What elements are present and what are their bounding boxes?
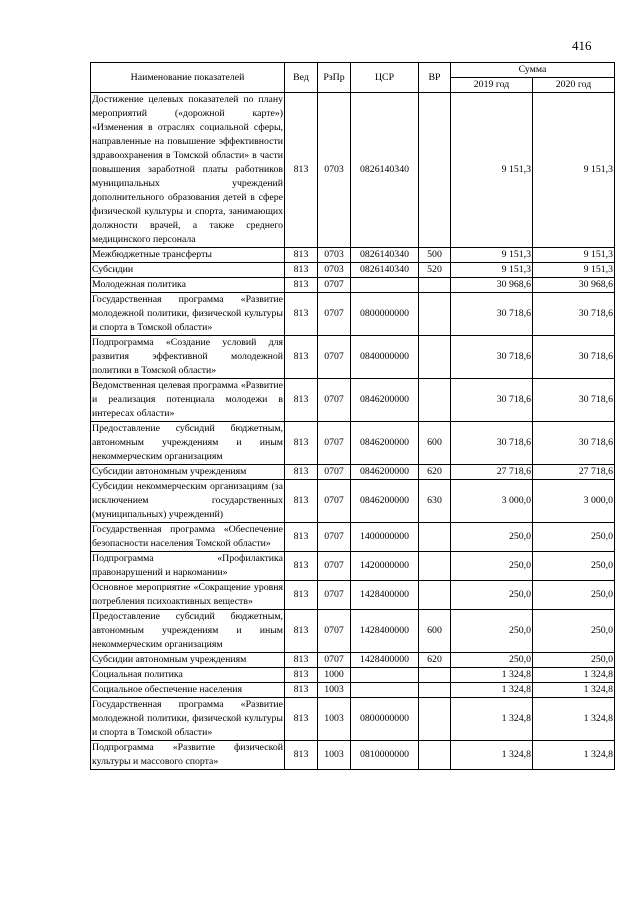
cell-csr: 0846200000 [351, 379, 419, 422]
cell-2019: 3 000,0 [451, 480, 533, 523]
cell-name: Субсидии автономным учреждениям [91, 653, 285, 668]
col-header-name: Наименование показателей [91, 63, 285, 93]
cell-name: Подпрограмма «Развитие физической культуры и массового спорта» [91, 741, 285, 770]
cell-csr: 0826140340 [351, 93, 419, 248]
cell-csr: 1420000000 [351, 552, 419, 581]
cell-ved: 813 [285, 336, 318, 379]
cell-vr [419, 698, 451, 741]
table-row [91, 683, 615, 698]
cell-ved: 813 [285, 379, 318, 422]
cell-ved: 813 [285, 653, 318, 668]
cell-2019: 30 718,6 [451, 293, 533, 336]
cell-ved: 813 [285, 278, 318, 293]
cell-vr: 630 [419, 480, 451, 523]
table-row [91, 668, 615, 683]
cell-2019: 250,0 [451, 523, 533, 552]
cell-2019: 30 718,6 [451, 379, 533, 422]
cell-csr: 0846200000 [351, 480, 419, 523]
budget-table [90, 62, 615, 770]
table-row [91, 293, 615, 336]
cell-rzpr: 0707 [318, 480, 351, 523]
cell-2020: 30 718,6 [533, 422, 615, 465]
cell-2020: 250,0 [533, 523, 615, 552]
cell-name: Социальная политика [91, 668, 285, 683]
table-row [91, 248, 615, 263]
cell-rzpr: 0707 [318, 278, 351, 293]
cell-vr: 600 [419, 422, 451, 465]
cell-name: Предоставление субсидий бюджетным, автономным учреждениям и иным некоммерческим организациям [91, 422, 285, 465]
cell-name: Межбюджетные трансферты [91, 248, 285, 263]
cell-2019: 30 968,6 [451, 278, 533, 293]
cell-csr: 0846200000 [351, 465, 419, 480]
cell-rzpr: 0703 [318, 93, 351, 248]
cell-csr: 1428400000 [351, 581, 419, 610]
table-row [91, 465, 615, 480]
cell-name: Субсидии некоммерческим организациям (за исключением государственных (муниципальных) учреждений) [91, 480, 285, 523]
cell-2020: 250,0 [533, 653, 615, 668]
col-header-csr: ЦСР [351, 63, 419, 93]
cell-vr [419, 741, 451, 770]
table-row [91, 480, 615, 523]
cell-csr: 0840000000 [351, 336, 419, 379]
cell-csr [351, 278, 419, 293]
cell-name: Подпрограмма «Профилактика правонарушений и наркомании» [91, 552, 285, 581]
col-header-vr: ВР [419, 63, 451, 93]
cell-2020: 1 324,8 [533, 741, 615, 770]
cell-ved: 813 [285, 552, 318, 581]
cell-ved: 813 [285, 683, 318, 698]
cell-ved: 813 [285, 263, 318, 278]
table-row [91, 610, 615, 653]
cell-2019: 9 151,3 [451, 263, 533, 278]
cell-2020: 3 000,0 [533, 480, 615, 523]
cell-vr [419, 581, 451, 610]
cell-ved: 813 [285, 293, 318, 336]
cell-vr [419, 336, 451, 379]
cell-2020: 30 968,6 [533, 278, 615, 293]
table-row [91, 93, 615, 248]
cell-csr: 1428400000 [351, 653, 419, 668]
table-row [91, 581, 615, 610]
cell-2019: 1 324,8 [451, 698, 533, 741]
cell-name: Ведомственная целевая программа «Развитие и реализация потенциала молодежи в интересах области» [91, 379, 285, 422]
cell-2020: 9 151,3 [533, 248, 615, 263]
cell-2020: 30 718,6 [533, 379, 615, 422]
cell-csr: 0810000000 [351, 741, 419, 770]
cell-csr [351, 668, 419, 683]
cell-rzpr: 0707 [318, 653, 351, 668]
col-header-ved: Вед [285, 63, 318, 93]
cell-name: Государственная программа «Развитие молодежной политики, физической культуры и спорта в Томской области» [91, 698, 285, 741]
cell-2020: 30 718,6 [533, 336, 615, 379]
cell-name: Достижение целевых показателей по плану мероприятий («дорожной карте») «Изменения в отраслях социальной сферы, направленные на повышение эффективности здравоохранения в Томской области» в части повышения заработной платы работников муниципальных учреждений дополнительного образования детей в сфере физической культуры и спорта, занимающих должности врачей, а также среднего медицинского персонала [91, 93, 285, 248]
table-row [91, 698, 615, 741]
cell-rzpr: 0703 [318, 263, 351, 278]
cell-name: Государственная программа «Обеспечение безопасности населения Томской области» [91, 523, 285, 552]
cell-vr [419, 93, 451, 248]
cell-ved: 813 [285, 668, 318, 683]
cell-rzpr: 1003 [318, 741, 351, 770]
cell-name: Государственная программа «Развитие молодежной политики, физической культуры и спорта в Томской области» [91, 293, 285, 336]
cell-rzpr: 1003 [318, 698, 351, 741]
cell-vr [419, 278, 451, 293]
cell-csr: 0846200000 [351, 422, 419, 465]
cell-rzpr: 0707 [318, 581, 351, 610]
cell-rzpr: 0707 [318, 552, 351, 581]
table-row [91, 422, 615, 465]
cell-name: Субсидии автономным учреждениям [91, 465, 285, 480]
cell-vr [419, 293, 451, 336]
cell-ved: 813 [285, 465, 318, 480]
cell-vr: 620 [419, 653, 451, 668]
cell-name: Предоставление субсидий бюджетным, автономным учреждениям и иным некоммерческим организациям [91, 610, 285, 653]
col-header-2020: 2020 год [533, 78, 615, 93]
cell-2019: 27 718,6 [451, 465, 533, 480]
table-row [91, 379, 615, 422]
cell-name: Молодежная политика [91, 278, 285, 293]
cell-2019: 30 718,6 [451, 422, 533, 465]
table-row [91, 552, 615, 581]
cell-vr [419, 523, 451, 552]
cell-2019: 250,0 [451, 653, 533, 668]
table-body [91, 93, 615, 770]
cell-vr [419, 683, 451, 698]
cell-vr: 620 [419, 465, 451, 480]
table-row [91, 523, 615, 552]
cell-vr: 520 [419, 263, 451, 278]
cell-vr: 500 [419, 248, 451, 263]
page-number: 416 [572, 38, 592, 53]
cell-ved: 813 [285, 581, 318, 610]
cell-2019: 250,0 [451, 581, 533, 610]
cell-csr: 0826140340 [351, 263, 419, 278]
cell-csr [351, 683, 419, 698]
table-row [91, 278, 615, 293]
col-header-2019: 2019 год [451, 78, 533, 93]
cell-csr: 0826140340 [351, 248, 419, 263]
cell-2019: 1 324,8 [451, 741, 533, 770]
cell-2019: 30 718,6 [451, 336, 533, 379]
cell-rzpr: 0707 [318, 379, 351, 422]
cell-2020: 1 324,8 [533, 683, 615, 698]
cell-2020: 9 151,3 [533, 93, 615, 248]
cell-vr [419, 379, 451, 422]
cell-rzpr: 0707 [318, 336, 351, 379]
cell-ved: 813 [285, 93, 318, 248]
cell-csr: 1400000000 [351, 523, 419, 552]
cell-ved: 813 [285, 422, 318, 465]
cell-name: Основное мероприятие «Сокращение уровня потребления психоактивных веществ» [91, 581, 285, 610]
cell-2020: 27 718,6 [533, 465, 615, 480]
cell-2020: 1 324,8 [533, 698, 615, 741]
cell-ved: 813 [285, 523, 318, 552]
cell-2019: 1 324,8 [451, 683, 533, 698]
cell-rzpr: 0707 [318, 523, 351, 552]
col-header-rzpr: РзПр [318, 63, 351, 93]
cell-2019: 9 151,3 [451, 248, 533, 263]
cell-2020: 1 324,8 [533, 668, 615, 683]
cell-2019: 250,0 [451, 610, 533, 653]
cell-rzpr: 1003 [318, 683, 351, 698]
cell-vr [419, 552, 451, 581]
table-row [91, 741, 615, 770]
cell-2020: 250,0 [533, 552, 615, 581]
cell-rzpr: 1000 [318, 668, 351, 683]
cell-2019: 9 151,3 [451, 93, 533, 248]
cell-2020: 30 718,6 [533, 293, 615, 336]
cell-csr: 1428400000 [351, 610, 419, 653]
cell-2019: 1 324,8 [451, 668, 533, 683]
cell-ved: 813 [285, 248, 318, 263]
cell-name: Подпрограмма «Создание условий для развития эффективной молодежной политики в Томской области» [91, 336, 285, 379]
cell-2020: 9 151,3 [533, 263, 615, 278]
cell-csr: 0800000000 [351, 698, 419, 741]
table-row [91, 263, 615, 278]
cell-ved: 813 [285, 741, 318, 770]
cell-rzpr: 0703 [318, 248, 351, 263]
cell-vr: 600 [419, 610, 451, 653]
cell-csr: 0800000000 [351, 293, 419, 336]
cell-name: Субсидии [91, 263, 285, 278]
cell-ved: 813 [285, 698, 318, 741]
cell-2020: 250,0 [533, 610, 615, 653]
cell-2020: 250,0 [533, 581, 615, 610]
cell-rzpr: 0707 [318, 610, 351, 653]
table-row [91, 653, 615, 668]
cell-name: Социальное обеспечение населения [91, 683, 285, 698]
table-row [91, 336, 615, 379]
cell-rzpr: 0707 [318, 293, 351, 336]
cell-2019: 250,0 [451, 552, 533, 581]
cell-ved: 813 [285, 480, 318, 523]
cell-vr [419, 668, 451, 683]
cell-rzpr: 0707 [318, 465, 351, 480]
cell-ved: 813 [285, 610, 318, 653]
col-header-sum: Сумма [451, 63, 615, 78]
cell-rzpr: 0707 [318, 422, 351, 465]
